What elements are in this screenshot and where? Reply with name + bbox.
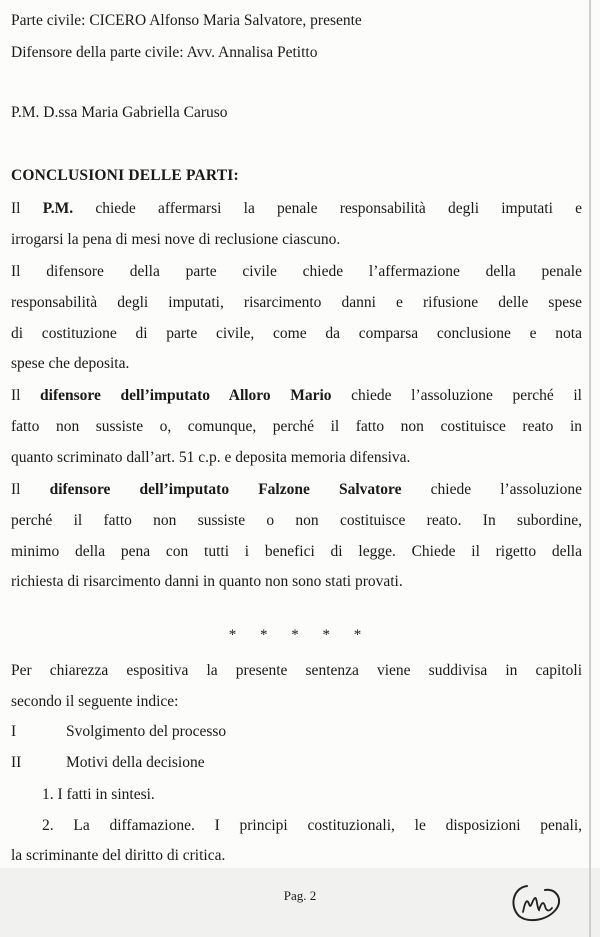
parte-civile-conclusion-line-4: spese che deposita. (11, 355, 130, 372)
index-number-2: II (11, 754, 22, 771)
intro-line-2: secondo il seguente indice: (11, 693, 179, 710)
intro-line-1: Per chiarezza espositiva la presente sentenza viene suddivisa in capitoli (11, 662, 582, 679)
falzone-conclusion-line-4: richiesta di risarcimento danni in quanto non sono stati provati. (11, 573, 403, 590)
falzone-bold-label: difensore dell’imputato Falzone Salvatore (49, 481, 402, 498)
pm-conclusion-line-2: irrogarsi la pena di mesi nove di reclusione ciascuno. (11, 231, 341, 248)
alloro-conclusion-line-3: quanto scriminato dall’art. 51 c.p. e deposita memoria difensiva. (11, 449, 411, 466)
alloro-bold-label: difensore dell’imputato Alloro Mario (40, 387, 332, 404)
parte-civile-conclusion-line-2: responsabilità degli imputati, risarcimento danni e rifusione delle spese (11, 294, 582, 311)
parte-civile-conclusion-line-1: Il difensore della parte civile chiede l’affermazione della penale (11, 263, 582, 280)
difensore-parte-civile-line: Difensore della parte civile: Avv. Annalisa Petitto (11, 44, 318, 61)
index-number-1: I (11, 723, 17, 740)
pm-line: P.M. D.ssa Maria Gabriella Caruso (11, 104, 228, 121)
signature-mark (505, 878, 565, 926)
pm-conclusion-line-1: Il P.M. chiede affermarsi la penale responsabilità degli imputati e (11, 200, 583, 217)
subitem-2-line-2: la scriminante del diritto di critica. (11, 847, 226, 864)
page-number: Pag. 2 (283, 888, 317, 903)
alloro-conclusion-line-2: fatto non sussiste o, comunque, perché il fatto non costituisce reato in (11, 418, 582, 435)
alloro-conclusion-line-1: Il difensore dell’imputato Alloro Mario chiede l’assoluzione perché il (11, 387, 582, 404)
section-separator: * * * * * (228, 627, 372, 643)
subitem-2-line-1: 2. La diffamazione. I principi costituzionali, le disposizioni penali, (42, 817, 582, 834)
parte-civile-line: Parte civile: CICERO Alfonso Maria Salvatore, presente (11, 12, 362, 29)
conclusioni-heading: CONCLUSIONI DELLE PARTI: (11, 167, 239, 184)
index-title-2: Motivi della decisione (66, 754, 205, 771)
subitem-1: 1. I fatti in sintesi. (42, 786, 155, 803)
index-title-1: Svolgimento del processo (66, 723, 227, 740)
falzone-conclusion-line-3: minimo della pena con tutti i benefici di legge. Chiede il rigetto della (11, 543, 582, 560)
falzone-conclusion-line-2: perché il fatto non sussiste o non costituisce reato. In subordine, (11, 512, 582, 529)
falzone-conclusion-line-1: Il difensore dell’imputato Falzone Salvatore chiede l’assoluzione (11, 481, 582, 498)
parte-civile-conclusion-line-3: di costituzione di parte civile, come da comparsa conclusione e nota (11, 325, 582, 342)
pm-bold-label: P.M. (42, 200, 74, 217)
